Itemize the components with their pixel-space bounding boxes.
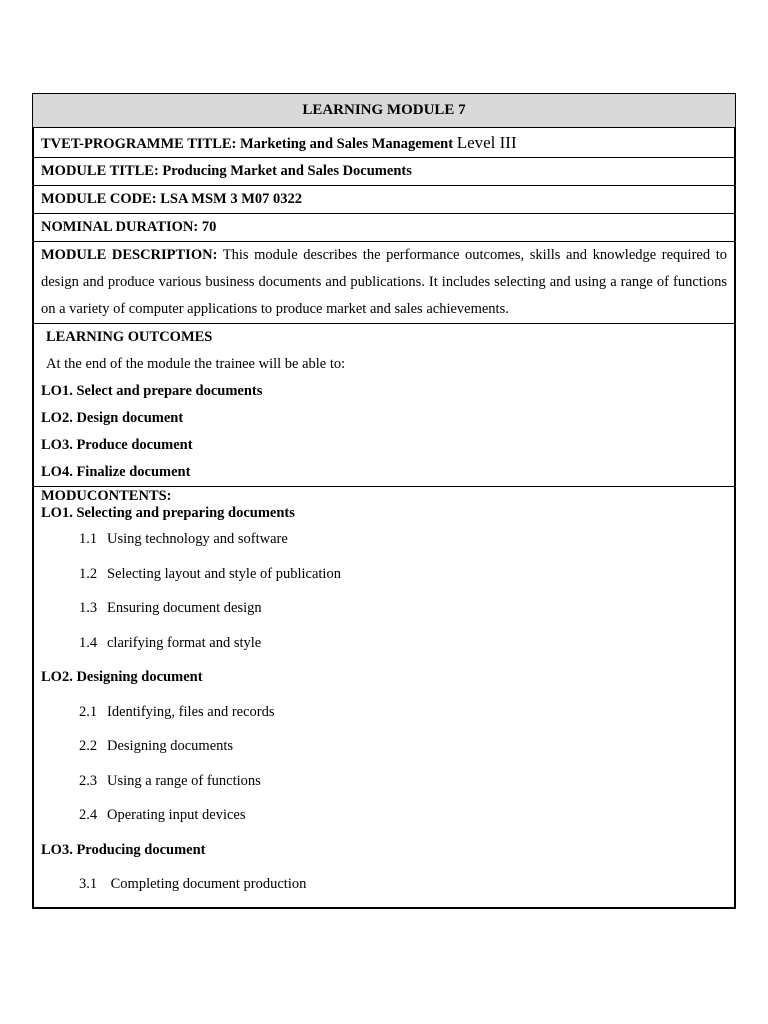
module-contents: [33, 486, 735, 908]
learning-outcome-item: LO4. Finalize document: [41, 464, 191, 480]
content-item-text: Using technology and software: [107, 531, 288, 547]
module-title: MODULE TITLE: Producing Market and Sales Documents: [33, 157, 735, 185]
content-item-number: 1.4: [79, 634, 98, 651]
content-item-number: 2.1: [79, 703, 98, 720]
programme-title: TVET-PROGRAMME TITLE: Marketing and Sales Management: [41, 136, 454, 152]
module-header: LEARNING MODULE 7: [33, 94, 735, 127]
module-description: [33, 241, 735, 323]
lo1-heading: LO1. Selecting and preparing documents: [41, 505, 295, 521]
content-item-number: 2.3: [79, 772, 98, 789]
content-item-number: 2.4: [79, 807, 98, 823]
module-description-label: MODULE DESCRIPTION:: [41, 247, 218, 263]
learning-outcome-item: LO2. Design document: [41, 410, 184, 426]
content-item-number: 2.2: [79, 738, 98, 754]
content-item: [41, 626, 727, 661]
content-item-number: 1.2: [79, 565, 98, 582]
content-item: [41, 695, 727, 730]
nominal-duration: NOMINAL DURATION: 70: [33, 213, 735, 241]
content-item-number: 1.1: [79, 531, 98, 547]
content-item: [41, 729, 727, 764]
content-item-text: clarifying format and style: [107, 634, 262, 651]
content-item-text: Selecting layout and style of publication: [107, 565, 341, 582]
module-code: MODULE CODE: LSA MSM 3 M07 0322: [33, 185, 735, 213]
content-item-text: Designing documents: [107, 738, 234, 754]
content-item: [41, 522, 727, 557]
content-item-number: 1.3: [79, 600, 98, 616]
content-item: [41, 591, 727, 626]
lo2-heading: LO2. Designing document: [41, 669, 203, 685]
learning-module-table: [32, 93, 736, 909]
module-contents-title: MODUCONTENTS:: [41, 488, 172, 504]
programme-level: Level III: [456, 133, 517, 152]
learning-outcome-item: LO1. Select and prepare documents: [41, 383, 263, 399]
content-item: [41, 867, 727, 902]
learning-outcome-item: LO3. Produce document: [41, 437, 193, 453]
content-item-text: Using a range of functions: [107, 772, 261, 789]
content-item: [41, 557, 727, 592]
content-item-number: 3.1: [79, 876, 98, 892]
learning-outcomes: [33, 323, 735, 486]
learning-outcomes-intro: At the end of the module the trainee will be able to:: [46, 356, 346, 372]
content-item-text: Operating input devices: [107, 807, 246, 823]
lo3-heading: LO3. Producing document: [41, 841, 206, 858]
content-item-text: Completing document production: [107, 876, 307, 892]
learning-outcomes-heading: LEARNING OUTCOMES: [46, 329, 213, 345]
content-item: [41, 764, 727, 799]
programme-title-row: [33, 127, 735, 157]
module-description-text: This module describes the performance outcomes, skills and knowledge required to design and produce various business documents and publications. It includes selecting and using a range of functions on a variety of computer applications to produce market and sales achievements.: [41, 247, 727, 317]
content-item-text: Identifying, files and records: [107, 703, 275, 720]
content-item-text: Ensuring document design: [107, 600, 262, 616]
content-item: [41, 798, 727, 833]
